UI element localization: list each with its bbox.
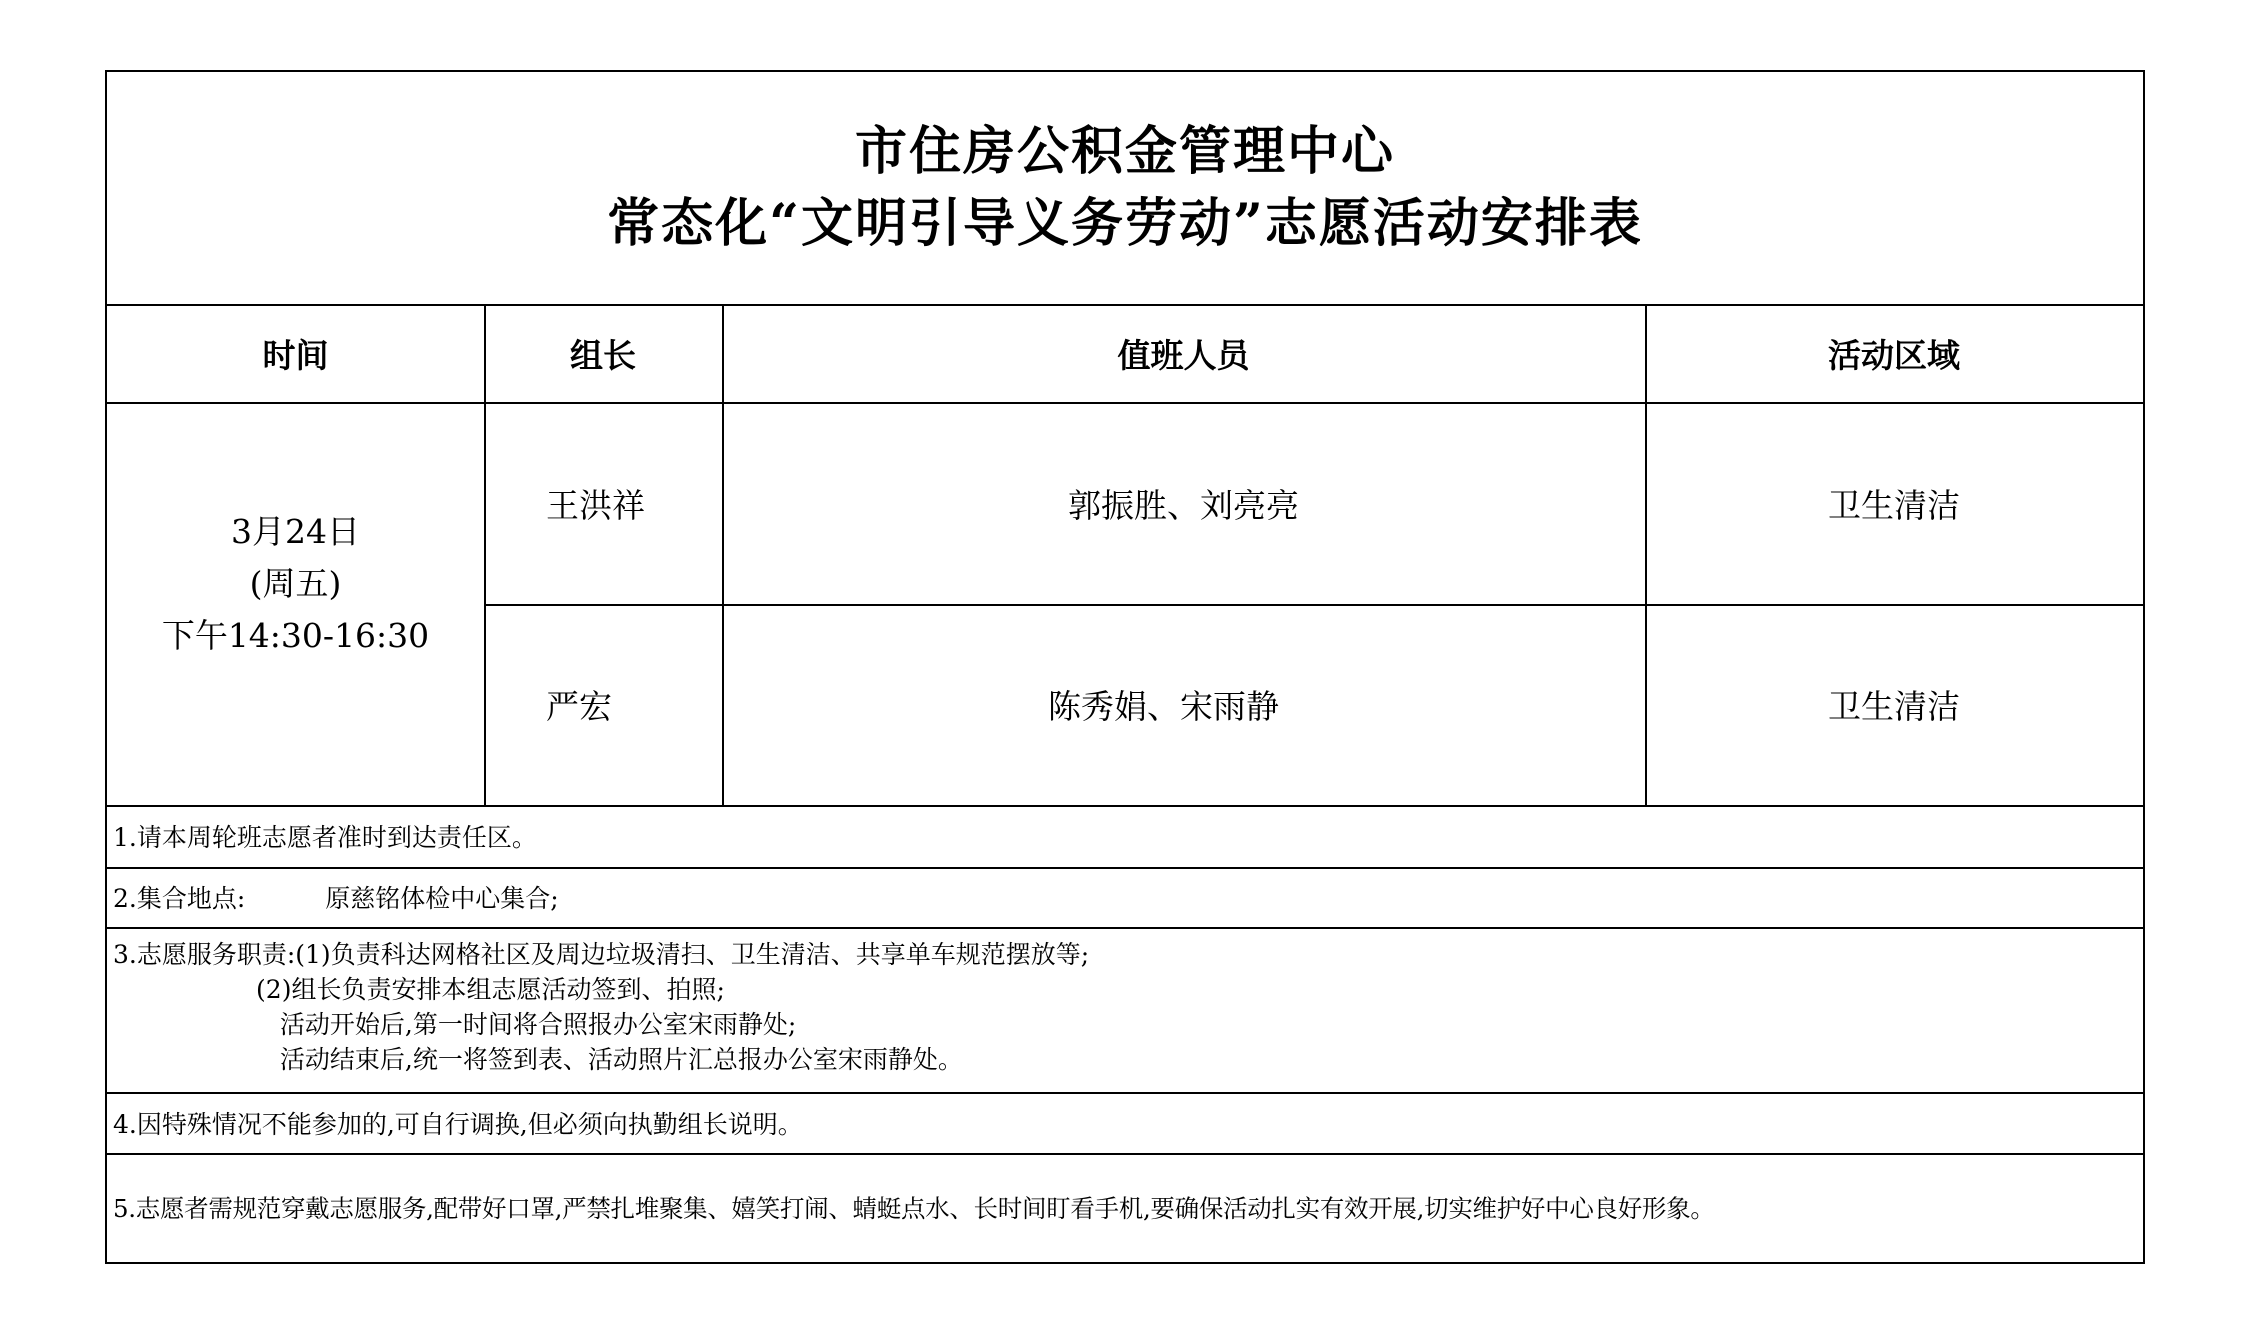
schedule-table bbox=[105, 70, 2145, 1264]
row-2-staff: 陈秀娟、宋雨静 bbox=[1048, 687, 1279, 726]
title-line-2: 常态化“文明引导义务劳动”志愿活动安排表 bbox=[607, 193, 1643, 254]
table-title bbox=[107, 72, 2143, 304]
note-2 bbox=[107, 867, 2143, 927]
header-time: 时间 bbox=[262, 335, 329, 375]
schedule-date: 3月24日 bbox=[231, 511, 360, 551]
title-line-1: 市住房公积金管理中心 bbox=[854, 121, 1395, 182]
header-staff: 值班人员 bbox=[1117, 335, 1250, 375]
note-3-line-3: 活动开始后,第一时间将合照报办公室宋雨静处; bbox=[113, 1010, 797, 1039]
note-1: 1.请本周轮班志愿者准时到达责任区。 bbox=[113, 823, 537, 852]
row-2-area: 卫生清洁 bbox=[1828, 687, 1960, 726]
schedule-time bbox=[107, 402, 484, 805]
header-leader: 组长 bbox=[570, 335, 636, 375]
note-3-line-4: 活动结束后,统一将签到表、活动照片汇总报办公室宋雨静处。 bbox=[113, 1045, 963, 1074]
note-5: 5.志愿者需规范穿戴志愿服务,配带好口罩,严禁扎堆聚集、嬉笑打闹、蜻蜓点水、长时间盯看手机,要确保活动扎实有效开展,切实维护好中心良好形象。 bbox=[113, 1194, 1715, 1223]
note-3 bbox=[107, 927, 2143, 1092]
header-area: 活动区域 bbox=[1828, 335, 1960, 375]
note-2-label: 2.集合地点: bbox=[113, 884, 246, 913]
row-1-staff: 郭振胜、刘亮亮 bbox=[1068, 485, 1299, 525]
note-3-line-2: (2)组长负责安排本组志愿活动签到、拍照; bbox=[113, 975, 725, 1004]
row-2-leader: 严宏 bbox=[546, 687, 612, 726]
schedule-hours: 下午14:30-16:30 bbox=[161, 615, 430, 655]
schedule-weekday: (周五) bbox=[249, 563, 342, 603]
note-2-value: 原慈铭体检中心集合; bbox=[325, 884, 559, 913]
row-1-leader: 王洪祥 bbox=[546, 485, 645, 525]
note-3-line-1: 3.志愿服务职责:(1)负责科达网格社区及周边垃圾清扫、卫生清洁、共享单车规范摆放等; bbox=[113, 940, 1090, 969]
row-1-area: 卫生清洁 bbox=[1828, 485, 1960, 525]
note-4: 4.因特殊情况不能参加的,可自行调换,但必须向执勤组长说明。 bbox=[113, 1109, 803, 1139]
